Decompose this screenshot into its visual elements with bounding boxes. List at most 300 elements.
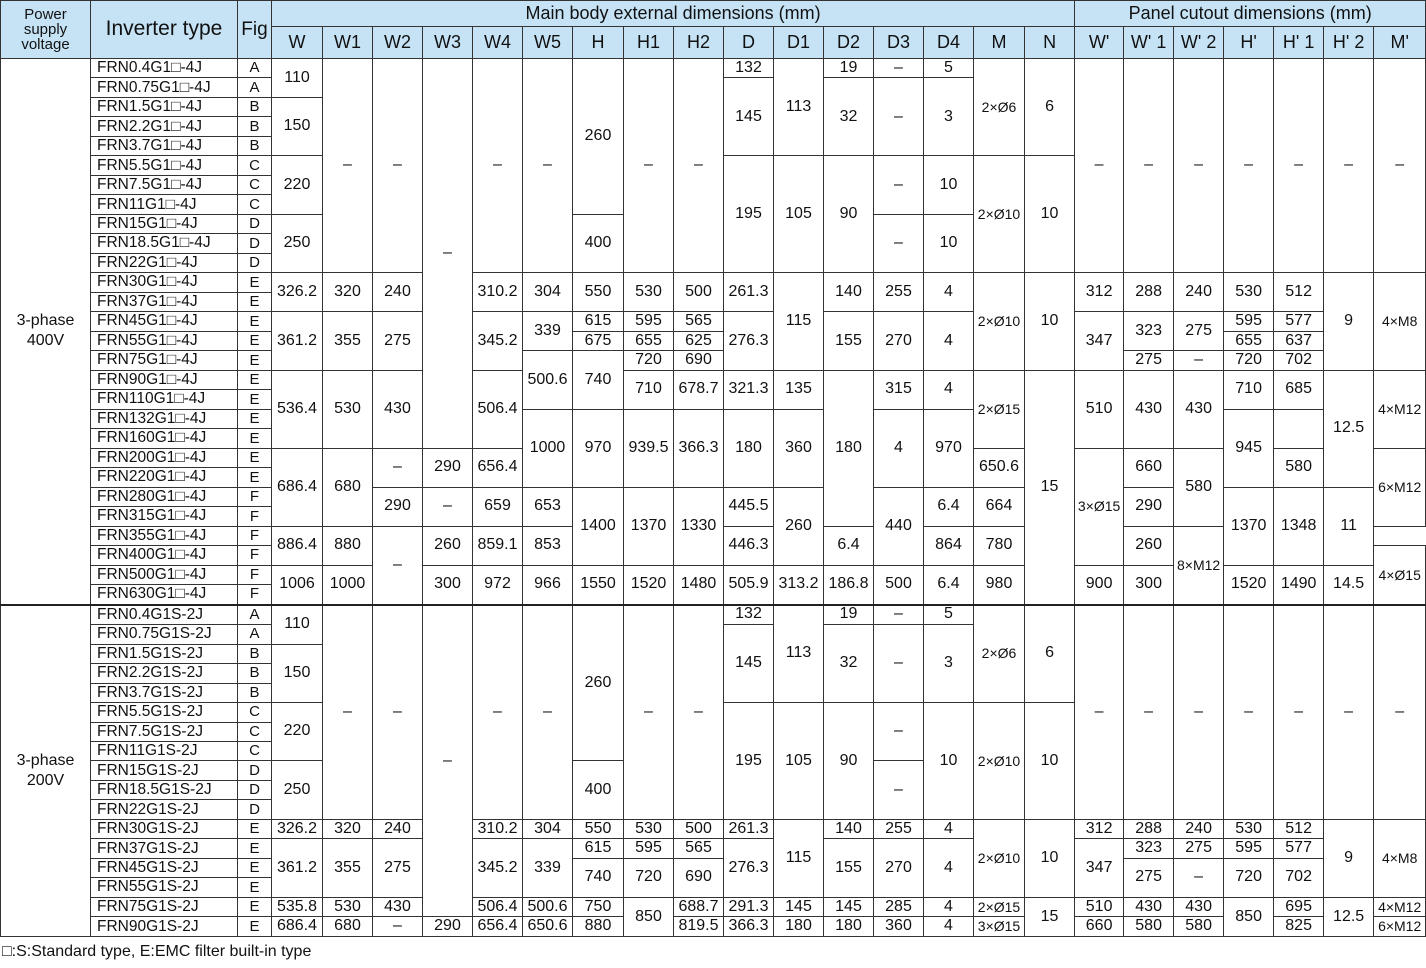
cell: 14.5 (1324, 565, 1374, 604)
cell: 276.3 (724, 312, 774, 370)
col-header: W' 2 (1174, 27, 1224, 59)
cell: 105 (774, 703, 824, 820)
header-fig: Fig (238, 1, 272, 59)
cell: 595 (1224, 839, 1274, 858)
cell: 850 (624, 897, 674, 936)
cell: 32 (824, 78, 874, 156)
model-name: FRN5.5G1□-4J (91, 156, 238, 175)
fig-letter: C (238, 722, 272, 741)
model-name: FRN3.7G1S-2J (91, 683, 238, 702)
cell: 180 (824, 370, 874, 526)
col-header: H2 (674, 27, 724, 59)
cell: 625 (674, 331, 724, 350)
col-header: W (272, 27, 323, 59)
cell: 339 (523, 839, 573, 897)
cell: 6×M12 (1374, 917, 1426, 937)
fig-letter: B (238, 97, 272, 116)
model-name: FRN1.5G1S-2J (91, 644, 238, 663)
fig-letter: E (238, 878, 272, 897)
cell: – (874, 605, 924, 625)
model-name: FRN0.4G1□-4J (91, 59, 238, 78)
model-name: FRN500G1□-4J (91, 565, 238, 584)
cell: 132 (724, 605, 774, 625)
model-name: FRN37G1□-4J (91, 292, 238, 311)
cell: – (874, 625, 924, 703)
cell: 680 (323, 448, 373, 526)
col-header: D2 (824, 27, 874, 59)
cell: 290 (423, 448, 473, 487)
cell: 650.6 (974, 448, 1025, 487)
cell: 550 (573, 273, 624, 312)
cell: 5 (924, 605, 974, 625)
col-header: W2 (373, 27, 423, 59)
model-name: FRN15G1S-2J (91, 761, 238, 780)
model-name: FRN18.5G1S-2J (91, 780, 238, 799)
cell: 140 (824, 273, 874, 312)
cell: – (1075, 605, 1124, 820)
cell: 250 (272, 214, 323, 272)
cell: 10 (1025, 273, 1075, 370)
cell: – (323, 59, 373, 273)
model-name: FRN315G1□-4J (91, 507, 238, 526)
cell: 275 (1124, 858, 1174, 897)
cell: 2×Ø10 (974, 703, 1025, 820)
cell: 145 (724, 78, 774, 156)
cell: 304 (523, 819, 573, 838)
cell: – (1324, 605, 1374, 820)
model-name: FRN15G1□-4J (91, 214, 238, 233)
cell: 9 (1324, 819, 1374, 897)
cell: 580 (1174, 917, 1224, 937)
cell: 1480 (674, 565, 724, 604)
cell: – (1274, 59, 1324, 273)
cell: 90 (824, 703, 874, 820)
cell: 240 (373, 273, 423, 312)
cell: 140 (824, 819, 874, 838)
fig-letter: A (238, 625, 272, 644)
cell: 3×Ø15 (974, 917, 1025, 937)
cell: – (1174, 858, 1224, 897)
fig-letter: D (238, 253, 272, 272)
cell: 615 (573, 312, 624, 331)
cell: – (373, 605, 423, 820)
cell: 366.3 (724, 917, 774, 937)
fig-letter: B (238, 644, 272, 663)
cell: 260 (573, 59, 624, 215)
cell: 972 (473, 565, 523, 604)
model-name: FRN37G1S-2J (91, 839, 238, 858)
cell: 595 (624, 839, 674, 858)
cell: 150 (272, 644, 323, 702)
cell: 240 (1174, 819, 1224, 838)
fig-letter: D (238, 761, 272, 780)
cell: 1520 (1224, 565, 1274, 604)
cell: 145 (724, 625, 774, 703)
cell: 6×M12 (1374, 448, 1426, 526)
cell: 8×M12 (1174, 526, 1224, 604)
cell: 361.2 (272, 312, 323, 370)
cell: 310.2 (473, 273, 523, 312)
cell: – (874, 761, 924, 819)
fig-letter: E (238, 331, 272, 350)
fig-letter: E (238, 897, 272, 916)
fig-letter: E (238, 390, 272, 409)
cell: 115 (774, 819, 824, 897)
cell: 240 (373, 819, 423, 838)
cell: 260 (573, 605, 624, 761)
col-header: W' (1075, 27, 1124, 59)
fig-letter: F (238, 546, 272, 565)
fig-letter: B (238, 136, 272, 155)
model-name: FRN22G1□-4J (91, 253, 238, 272)
model-name: FRN75G1□-4J (91, 351, 238, 370)
cell: 650.6 (523, 917, 573, 937)
cell: 530 (624, 819, 674, 838)
model-name: FRN160G1□-4J (91, 429, 238, 448)
cell: 825 (1274, 917, 1324, 937)
col-header: D3 (874, 27, 924, 59)
cell: 550 (573, 819, 624, 838)
cell: 347 (1075, 839, 1124, 897)
cell: 220 (272, 156, 323, 214)
cell: – (523, 605, 573, 820)
model-name: FRN55G1□-4J (91, 331, 238, 350)
cell: 1400 (573, 487, 624, 565)
fig-letter: B (238, 117, 272, 136)
col-header: W4 (473, 27, 523, 59)
model-name: FRN110G1□-4J (91, 390, 238, 409)
cell: 360 (774, 409, 824, 487)
model-name: FRN75G1S-2J (91, 897, 238, 916)
cell: 10 (1025, 703, 1075, 820)
header-power: Power supply voltage (1, 1, 91, 59)
cell: – (1374, 605, 1426, 820)
fig-letter: C (238, 703, 272, 722)
cell: 260 (774, 487, 824, 565)
col-header: W1 (323, 27, 373, 59)
cell: 270 (874, 312, 924, 370)
fig-letter: A (238, 605, 272, 625)
cell: – (323, 605, 373, 820)
model-name: FRN355G1□-4J (91, 526, 238, 545)
cell: 290 (423, 917, 473, 937)
cell: 720 (624, 351, 674, 370)
cell: – (874, 78, 924, 156)
cell: 339 (523, 312, 573, 351)
cell: 10 (924, 214, 974, 272)
cell: 4×M8 (1374, 273, 1426, 370)
cell: 1000 (323, 565, 373, 604)
cell: 853 (523, 526, 573, 565)
cell: 275 (1174, 312, 1224, 351)
fig-letter: E (238, 292, 272, 311)
cell: – (1174, 605, 1224, 820)
cell: 653 (523, 487, 573, 526)
voltage-label: 3-phase 200V (1, 605, 91, 937)
cell: 720 (1224, 858, 1274, 897)
cell: 702 (1274, 351, 1324, 370)
cell: – (1075, 59, 1124, 273)
fig-letter: E (238, 858, 272, 877)
cell: 326.2 (272, 819, 323, 838)
cell: 261.3 (724, 819, 774, 838)
cell: 5 (924, 59, 974, 78)
fig-letter: E (238, 409, 272, 428)
cell: 312 (1075, 273, 1124, 312)
cell: 678.7 (674, 370, 724, 409)
cell: 939.5 (624, 409, 674, 487)
cell: 680 (323, 917, 373, 937)
cell: 430 (1124, 370, 1174, 448)
cell: 659 (473, 487, 523, 526)
cell: 275 (373, 312, 423, 370)
cell: 275 (373, 839, 423, 897)
cell: 276.3 (724, 839, 774, 897)
cell: 345.2 (473, 839, 523, 897)
cell: 740 (573, 351, 624, 409)
model-name: FRN11G1S-2J (91, 741, 238, 760)
cell: 326.2 (272, 273, 323, 312)
cell: 285 (874, 897, 924, 916)
col-header: N (1025, 27, 1075, 59)
cell: 780 (974, 526, 1025, 565)
cell: 819.5 (674, 917, 724, 937)
fig-letter: F (238, 487, 272, 506)
model-name: FRN280G1□-4J (91, 487, 238, 506)
fig-letter: B (238, 683, 272, 702)
fig-letter: A (238, 78, 272, 97)
cell: 686.4 (272, 448, 323, 526)
cell: 430 (373, 897, 423, 916)
cell: 675 (573, 331, 624, 350)
cell: 155 (824, 312, 874, 370)
cell: 2×Ø15 (974, 897, 1025, 916)
cell: 260 (423, 526, 473, 565)
cell: 195 (724, 156, 774, 273)
fig-letter: D (238, 234, 272, 253)
cell: 530 (1224, 819, 1274, 838)
cell: 4 (924, 839, 974, 897)
cell: – (423, 605, 473, 917)
cell: – (1174, 351, 1224, 370)
model-name: FRN90G1S-2J (91, 917, 238, 937)
cell: 720 (1224, 351, 1274, 370)
cell: 1000 (523, 409, 573, 487)
fig-letter: E (238, 839, 272, 858)
col-header: H' 2 (1324, 27, 1374, 59)
cell: 4 (924, 312, 974, 370)
cell: 155 (824, 839, 874, 897)
cell: 291.3 (724, 897, 774, 916)
fig-letter: B (238, 664, 272, 683)
cell: 580 (1124, 917, 1174, 937)
col-header: M (974, 27, 1025, 59)
cell: 180 (824, 917, 874, 937)
cell: 1550 (573, 565, 624, 604)
cell: 500.6 (523, 897, 573, 916)
cell: 132 (724, 59, 774, 78)
col-header: W' 1 (1124, 27, 1174, 59)
header-main-group: Main body external dimensions (mm) (272, 1, 1075, 27)
cell: 430 (373, 370, 423, 448)
cell: 506.4 (473, 370, 523, 448)
cell: 688.7 (674, 897, 724, 916)
cell: 595 (1224, 312, 1274, 331)
cell: 400 (573, 761, 624, 819)
cell: 90 (824, 156, 874, 273)
model-name: FRN2.2G1S-2J (91, 664, 238, 683)
cell: – (523, 59, 573, 273)
cell: 1006 (272, 565, 323, 604)
col-header: W3 (423, 27, 473, 59)
cell: 10 (1025, 819, 1075, 897)
fig-letter: E (238, 917, 272, 937)
cell: 637 (1274, 331, 1324, 350)
cell: 255 (874, 273, 924, 312)
model-name: FRN2.2G1□-4J (91, 117, 238, 136)
cell: 1490 (1274, 565, 1324, 604)
cell: 966 (523, 565, 573, 604)
cell: – (473, 59, 523, 273)
cell: 565 (674, 312, 724, 331)
fig-letter: C (238, 156, 272, 175)
cell: 145 (774, 897, 824, 916)
cell: 690 (674, 351, 724, 370)
model-name: FRN22G1S-2J (91, 800, 238, 819)
cell: 660 (1075, 917, 1124, 937)
fig-letter: E (238, 273, 272, 292)
fig-letter: D (238, 214, 272, 233)
cell: – (674, 605, 724, 820)
cell: 3×Ø15 (1075, 448, 1124, 565)
cell: 690 (674, 858, 724, 897)
cell: 4 (924, 370, 974, 409)
cell: 4 (874, 409, 924, 487)
cell: 595 (624, 312, 674, 331)
cell: – (874, 703, 924, 761)
cell: 220 (272, 703, 323, 761)
cell: – (1124, 59, 1174, 273)
model-name: FRN11G1□-4J (91, 195, 238, 214)
cell: 886.4 (272, 526, 323, 565)
cell: – (874, 214, 924, 272)
fig-letter: E (238, 370, 272, 389)
cell: 430 (1174, 370, 1224, 448)
cell: 577 (1274, 839, 1324, 858)
cell: 655 (624, 331, 674, 350)
cell: – (1224, 605, 1274, 820)
model-name: FRN3.7G1□-4J (91, 136, 238, 155)
cell: 880 (323, 526, 373, 565)
cell: 113 (774, 59, 824, 156)
cell: 2×Ø10 (974, 273, 1025, 370)
fig-letter: C (238, 195, 272, 214)
cell: 3 (924, 78, 974, 156)
cell: 275 (1124, 351, 1174, 370)
cell: 440 (874, 487, 924, 565)
cell: 105 (774, 156, 824, 273)
cell: 4×M8 (1374, 819, 1426, 897)
cell: 1370 (1224, 487, 1274, 565)
cell: 11 (1324, 487, 1374, 565)
cell: – (373, 59, 423, 273)
cell: 366.3 (674, 409, 724, 487)
cell: 310.2 (473, 819, 523, 838)
cell: 300 (1124, 565, 1174, 604)
cell: 360 (874, 917, 924, 937)
cell: 313.2 (774, 565, 824, 604)
cell: 505.9 (724, 565, 774, 604)
cell: 686.4 (272, 917, 323, 937)
cell: – (1224, 59, 1274, 273)
cell: 710 (1224, 370, 1274, 409)
cell: 12.5 (1324, 370, 1374, 487)
cell: 110 (272, 605, 323, 644)
cell: 115 (774, 273, 824, 370)
cell: 361.2 (272, 839, 323, 897)
cell: 4×M12 (1374, 897, 1426, 916)
header-panel-group: Panel cutout dimensions (mm) (1075, 1, 1426, 27)
fig-letter: E (238, 819, 272, 838)
fig-letter: C (238, 175, 272, 194)
cell: – (423, 59, 473, 449)
cell: 6.4 (924, 565, 974, 604)
cell: 2×Ø6 (974, 605, 1025, 703)
cell: 150 (272, 97, 323, 155)
cell: 615 (573, 839, 624, 858)
cell: 656.4 (473, 448, 523, 487)
col-header: D (724, 27, 774, 59)
cell: 664 (974, 487, 1025, 526)
fig-letter: E (238, 448, 272, 467)
cell: 15 (1025, 370, 1075, 604)
cell: 347 (1075, 312, 1124, 370)
col-header: H' (1224, 27, 1274, 59)
cell: 4×Ø15 (1374, 546, 1426, 605)
cell: 180 (724, 409, 774, 487)
col-header: H1 (624, 27, 674, 59)
cell: 240 (1174, 273, 1224, 312)
model-name: FRN630G1□-4J (91, 585, 238, 605)
cell: 945 (1224, 409, 1274, 487)
cell: – (373, 448, 423, 487)
cell: 660 (1124, 448, 1174, 487)
cell: 288 (1124, 819, 1174, 838)
cell: 290 (1124, 487, 1174, 526)
cell: 656.4 (473, 917, 523, 937)
cell: 113 (774, 605, 824, 703)
cell: 9 (1324, 273, 1374, 370)
col-header: H' 1 (1274, 27, 1324, 59)
cell: 270 (874, 839, 924, 897)
cell: 512 (1274, 819, 1324, 838)
cell: 859.1 (473, 526, 523, 565)
cell: 1520 (624, 565, 674, 604)
cell: 19 (824, 59, 874, 78)
fig-letter: A (238, 59, 272, 78)
cell: 430 (1174, 897, 1224, 916)
cell: 702 (1274, 858, 1324, 897)
col-header: M' (1374, 27, 1426, 59)
model-name: FRN400G1□-4J (91, 546, 238, 565)
cell: 430 (1124, 897, 1174, 916)
fig-letter: E (238, 312, 272, 331)
cell: – (874, 59, 924, 78)
model-name: FRN0.75G1□-4J (91, 78, 238, 97)
model-name: FRN90G1□-4J (91, 370, 238, 389)
fig-letter: E (238, 351, 272, 370)
cell: 260 (1124, 526, 1174, 565)
